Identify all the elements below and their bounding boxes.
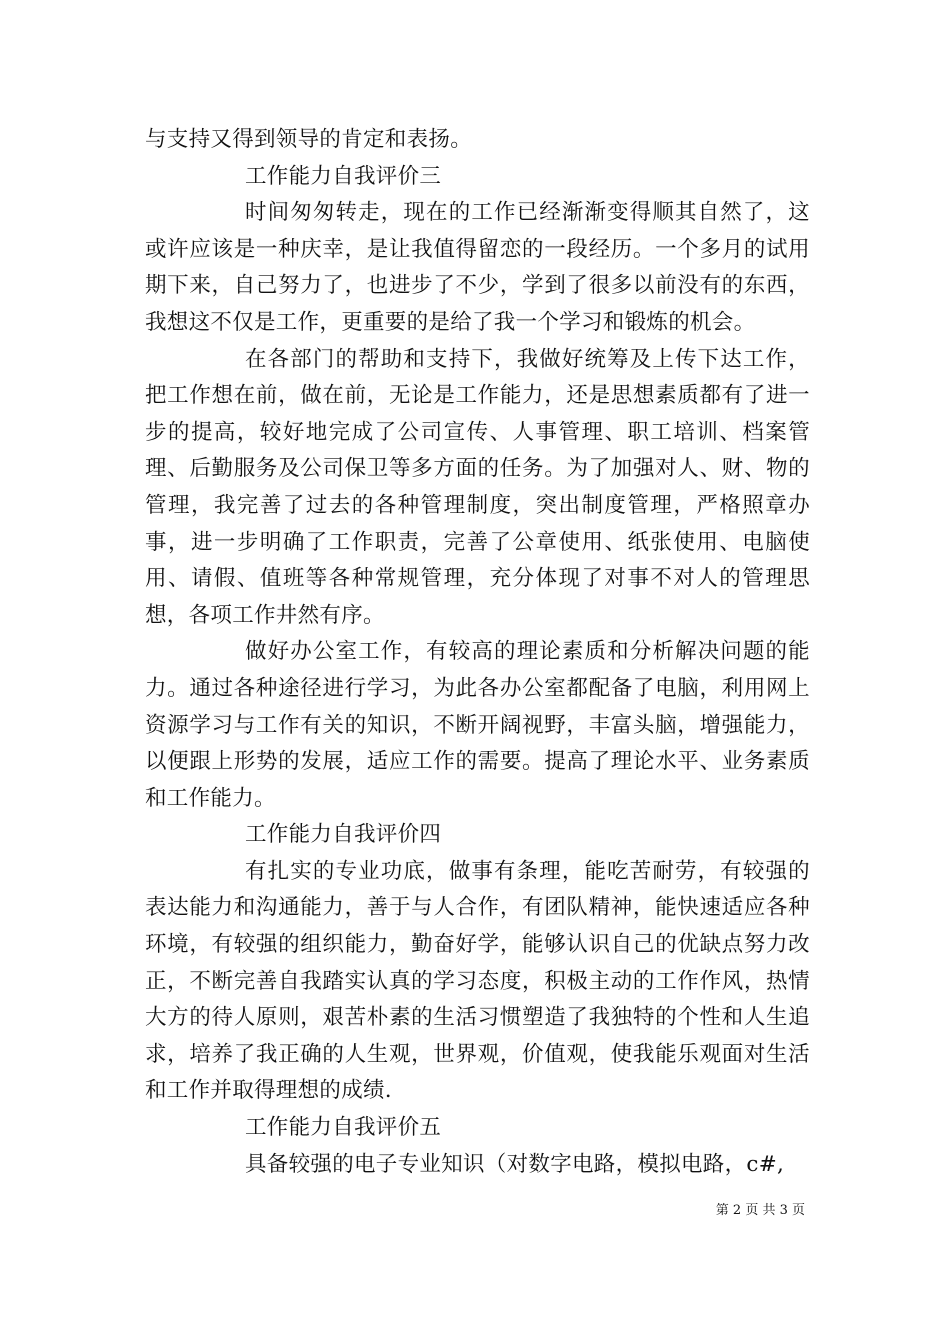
paragraph: 时间匆匆转走，现在的工作已经渐渐变得顺其自然了，这或许应该是一种庆幸，是让我值得留恋的一段经历。一个多月的试用期下来，自己努力了，也进步了不少，学到了很多以前没有的东西，我想这不仅是工作，更重要的是给了我一个学习和锻炼的机会。: [145, 200, 810, 335]
paragraph: 具备较强的电子专业知识（对数字电路，模拟电路，c#,: [245, 1151, 785, 1177]
paragraph-continuation: 与支持又得到领导的肯定和表扬。: [145, 127, 473, 152]
paragraph: 做好办公室工作，有较高的理论素质和分析解决问题的能力。通过各种途径进行学习，为此各办公室都配备了电脑，利用网上资源学习与工作有关的知识，不断开阔视野，丰富头脑，增强能力，以便跟上形势的发展，适应工作的需要。提高了理论水平、业务素质和工作能力。: [145, 639, 810, 811]
page-number-footer: 第 2 页 共 3 页: [715, 1203, 805, 1218]
section-heading-five: 工作能力自我评价五: [245, 1115, 442, 1141]
paragraph: 在各部门的帮助和支持下，我做好统筹及上传下达工作，把工作想在前，做在前，无论是工作能力，还是思想素质都有了进一步的提高，较好地完成了公司宣传、人事管理、职工培训、档案管理、后勤服务及公司保卫等多方面的任务。为了加强对人、财、物的管理，我完善了过去的各种管理制度，突出制度管理，严格照章办事，进一步明确了工作职责，完善了公章使用、纸张使用、电脑使用、请假、值班等各种常规管理，充分体现了对事不对人的管理思想，各项工作井然有序。: [145, 346, 810, 628]
document-body: [145, 122, 810, 1183]
section-heading-four: 工作能力自我评价四: [245, 822, 442, 848]
section-heading-three: 工作能力自我评价三: [245, 163, 442, 189]
paragraph: 有扎实的专业功底，做事有条理，能吃苦耐劳，有较强的表达能力和沟通能力，善于与人合作，有团队精神，能快速适应各种环境，有较强的组织能力，勤奋好学，能够认识自己的优缺点努力改正，不断完善自我踏实认真的学习态度，积极主动的工作作风，热情大方的待人原则，艰苦朴素的生活习惯塑造了我独特的个性和人生追求，培养了我正确的人生观，世界观，价值观，使我能乐观面对生活和工作并取得理想的成绩.: [145, 858, 810, 1104]
